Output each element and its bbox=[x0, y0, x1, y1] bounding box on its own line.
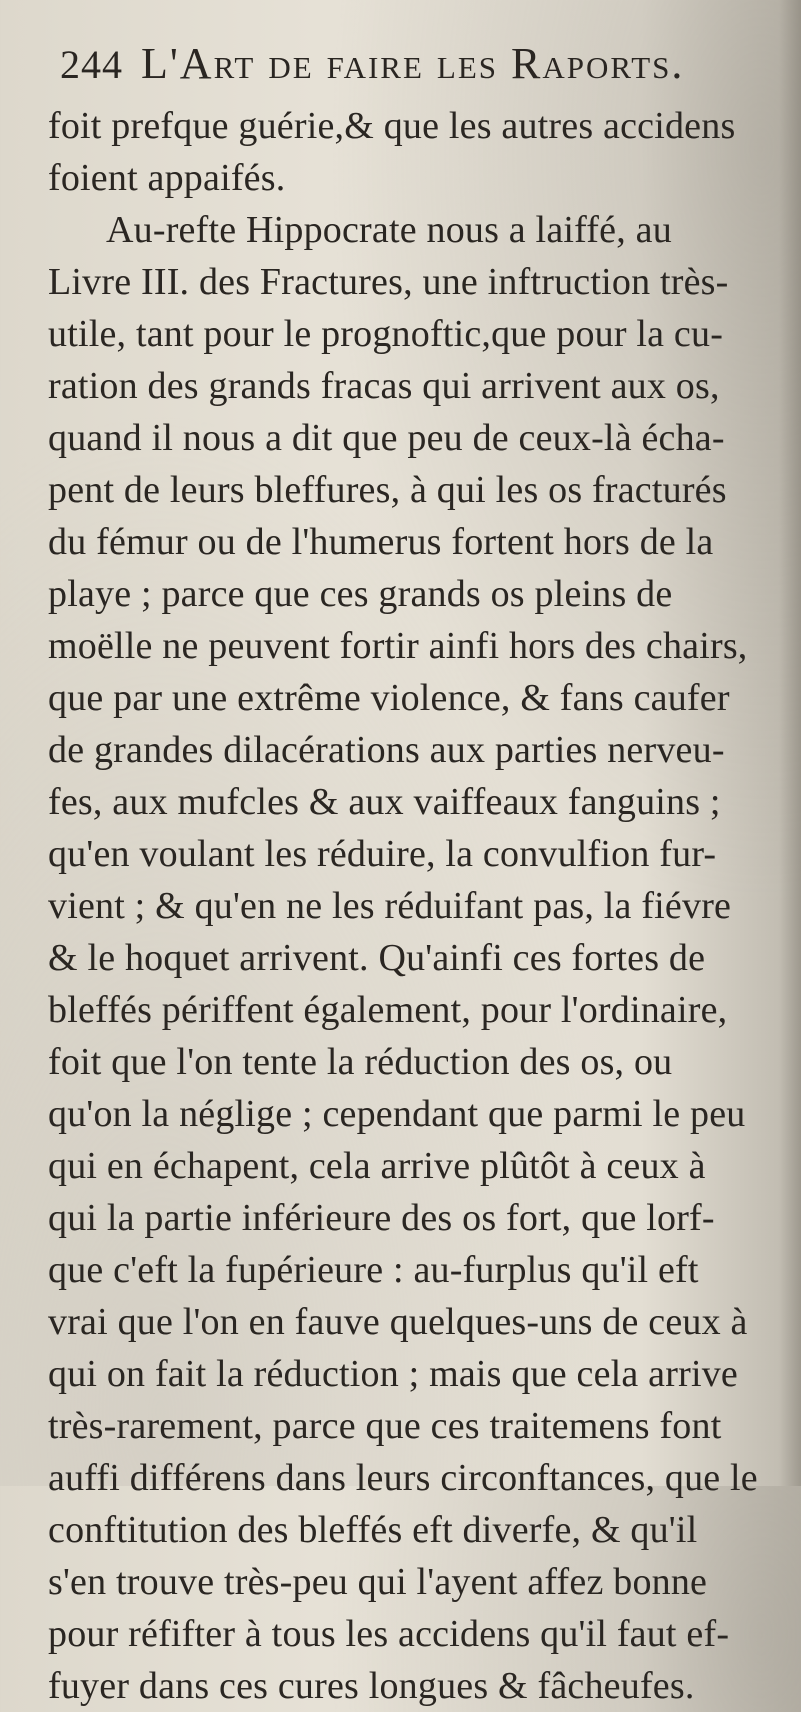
text-line: très-rarement, parce que ces traitemens font bbox=[48, 1405, 722, 1447]
text-line: fes, aux mufcles & aux vaiffeaux fanguins ; bbox=[48, 781, 721, 823]
text-line: du fémur ou de l'humerus fortent hors de la bbox=[48, 521, 714, 563]
page-number: 244 bbox=[60, 42, 123, 87]
text-line: s'en trouve très-peu qui l'ayent affez bonne bbox=[48, 1561, 708, 1603]
text-line: qui on fait la réduction ; mais que cela arrive bbox=[48, 1353, 738, 1395]
text-line: Au-refte Hippocrate nous a laiffé, au bbox=[106, 209, 672, 251]
text-line: que par une extrême violence, & fans caufer bbox=[48, 677, 730, 719]
text-line: auffi différens dans leurs circonftances, que le bbox=[48, 1457, 758, 1499]
text-line: Livre III. des Fractures, une inftruction très- bbox=[48, 261, 729, 303]
text-line: moëlle ne peuvent fortir ainfi hors des chairs, bbox=[48, 625, 748, 667]
text-line: conftitution des bleffés eft diverfe, & qu'il bbox=[48, 1509, 698, 1551]
text-line: foient appaifés. bbox=[48, 157, 286, 199]
text-line: bleffés périffent également, pour l'ordinaire, bbox=[48, 989, 728, 1031]
text-line: foit que l'on tente la réduction des os, ou bbox=[48, 1041, 673, 1083]
text-line: qui la partie inférieure des os fort, que lorf- bbox=[48, 1197, 715, 1239]
text-line: vrai que l'on en fauve quelques-uns de ceux à bbox=[48, 1301, 748, 1343]
text-line: quand il nous a dit que peu de ceux-là écha- bbox=[48, 417, 725, 459]
running-title: L'Art de faire les Raports. bbox=[141, 39, 685, 88]
page-header bbox=[60, 38, 795, 98]
text-line: pent de leurs bleffures, à qui les os fracturés bbox=[48, 469, 727, 511]
text-line: & le hoquet arrivent. Qu'ainfi ces fortes de bbox=[48, 937, 706, 979]
text-line: qu'en voulant les réduire, la convulfion fur- bbox=[48, 833, 717, 875]
text-line: ration des grands fracas qui arrivent aux os, bbox=[48, 365, 720, 407]
text-line: vient ; & qu'en ne les réduifant pas, la fiévre bbox=[48, 885, 732, 927]
text-line: qu'on la néglige ; cependant que parmi le peu bbox=[48, 1093, 746, 1135]
page-edge-shadow bbox=[779, 0, 801, 1486]
text-line: playe ; parce que ces grands os pleins de bbox=[48, 573, 673, 615]
text-line: fuyer dans ces cures longues & fâcheufes. bbox=[48, 1665, 695, 1707]
text-line: pour réfifter à tous les accidens qu'il faut ef- bbox=[48, 1613, 730, 1655]
text-line: qui en échapent, cela arrive plûtôt à ceux à bbox=[48, 1145, 706, 1187]
text-line: foit prefque guérie,& que les autres accidens bbox=[48, 105, 736, 147]
text-line: que c'eft la fupérieure : au-furplus qu'il eft bbox=[48, 1249, 699, 1291]
text-line: de grandes dilacérations aux parties nerveu- bbox=[48, 729, 725, 771]
body-text bbox=[48, 100, 800, 1712]
text-line: utile, tant pour le prognoftic,que pour la cu- bbox=[48, 313, 724, 355]
